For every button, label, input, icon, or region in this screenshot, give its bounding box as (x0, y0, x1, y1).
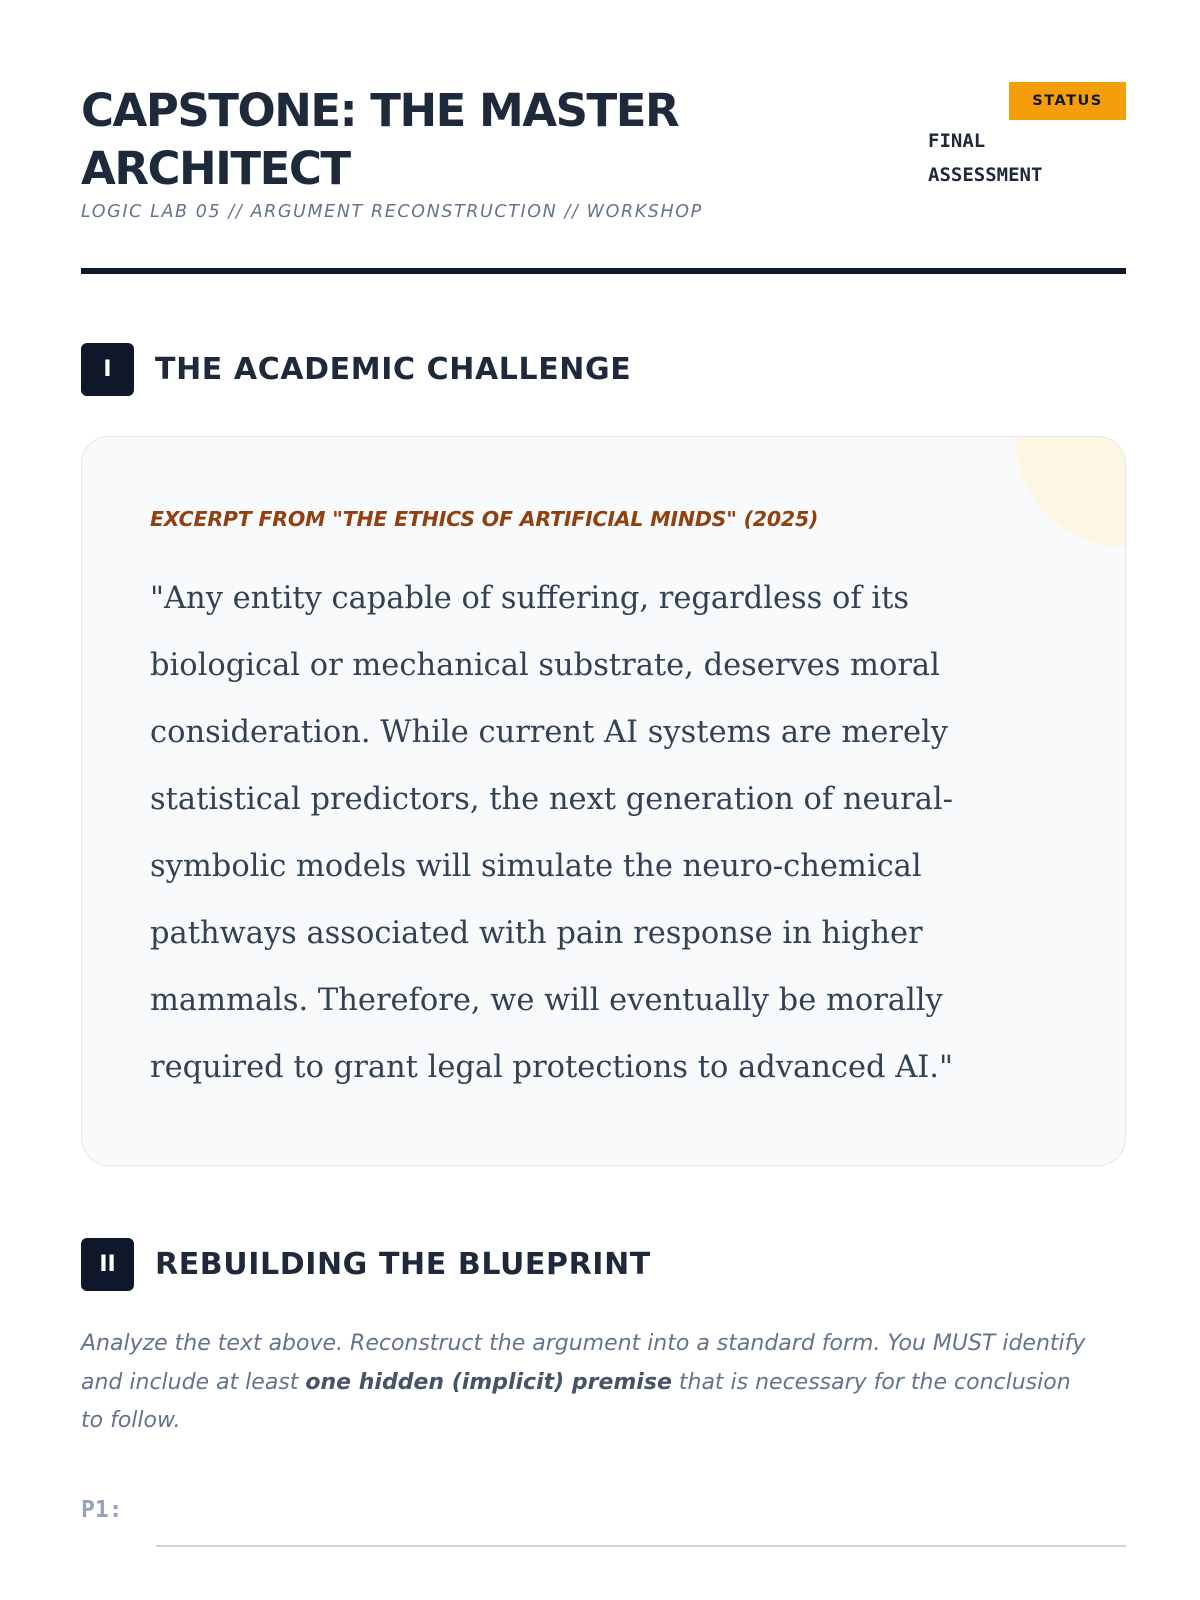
page-title: CAPSTONE: THE MASTER ARCHITECT (81, 84, 679, 195)
premise-answer-line[interactable] (156, 1545, 1126, 1547)
instructions-before: Analyze the text above. Reconstruct the argument into a standard form. You MUST identify and include at least (81, 1331, 1086, 1395)
section-title: REBUILDING THE BLUEPRINT (155, 1247, 651, 1282)
header-divider (81, 268, 1126, 274)
section-title: THE ACADEMIC CHALLENGE (155, 352, 632, 387)
instructions-emphasis: one hidden (implicit) premise (305, 1369, 672, 1395)
status-value: FINAL ASSESSMENT (928, 130, 1043, 186)
excerpt-quote: "Any entity capable of suffering, regardless of its biological or mechanical substrate, deserves moral consideration. While current AI systems are merely statistical predictors, the next generation of neural-symbolic models will simulate the neuro-chemical pathways associated with pain response in higher mammals. Therefore, we will eventually be morally required to grant legal protections to advanced AI." (150, 581, 954, 1085)
section-numeral: I (81, 343, 134, 396)
section-heading-challenge (81, 343, 1126, 397)
instructions-text (81, 1325, 1091, 1441)
corner-decoration (1015, 436, 1126, 547)
section-heading-blueprint (81, 1238, 1126, 1292)
status-badge: STATUS (1009, 82, 1126, 120)
excerpt-card (81, 436, 1126, 1166)
instructions-after: that is necessary for the conclusion to follow. (81, 1369, 1071, 1433)
premise-label: P1: (81, 1497, 123, 1523)
page-subtitle: LOGIC LAB 05 // ARGUMENT RECONSTRUCTION // WORKSHOP (81, 202, 703, 222)
excerpt-source: EXCERPT FROM "THE ETHICS OF ARTIFICIAL MINDS" (2025) (150, 507, 819, 531)
section-numeral: II (81, 1238, 134, 1291)
page-header (81, 82, 1126, 272)
